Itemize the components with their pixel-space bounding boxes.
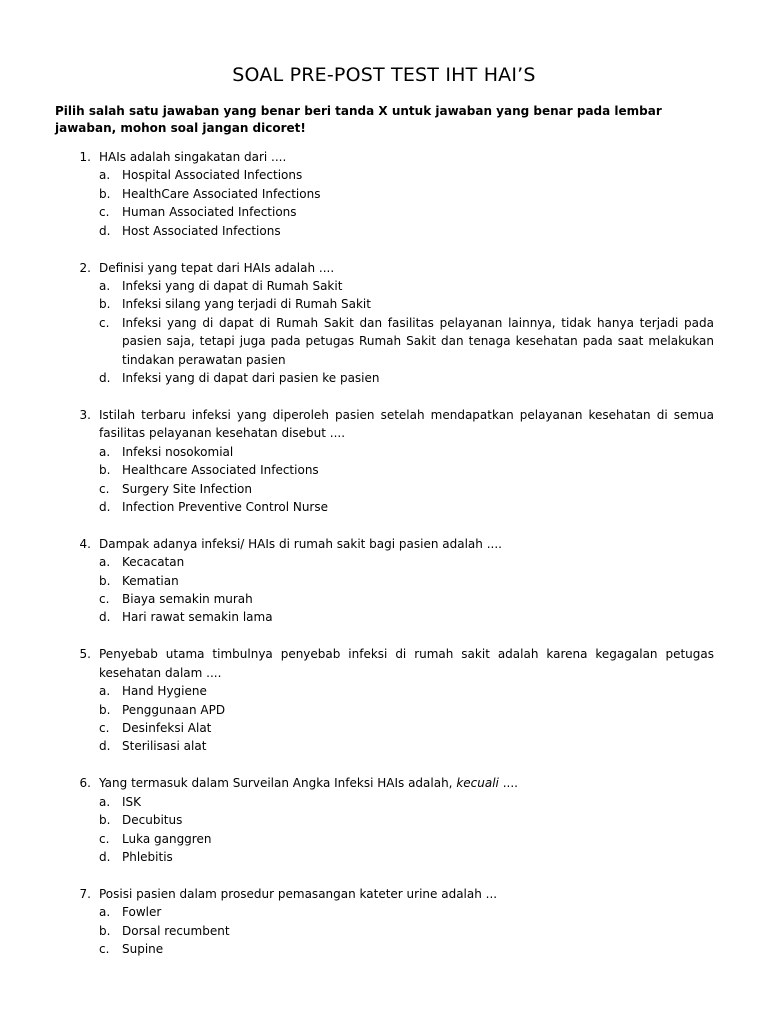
option-letter: d.: [99, 739, 111, 754]
question-number: 5.: [79, 647, 91, 662]
option-text: Surgery Site Infection: [122, 481, 252, 496]
answer-option: [0, 369, 768, 387]
option-text: Phlebitis: [122, 849, 173, 864]
answer-option: [0, 590, 768, 608]
question-text: Dampak adanya infeksi/ HAIs di rumah sakit bagi pasien adalah ....: [99, 536, 502, 551]
option-letter: a.: [99, 905, 111, 920]
option-letter: a.: [99, 444, 111, 459]
question-emphasis: kecuali: [456, 776, 499, 791]
answer-option: [0, 461, 768, 479]
option-text: Decubitus: [122, 813, 183, 828]
answer-option: [0, 443, 768, 461]
question-number: 4.: [79, 536, 91, 551]
option-letter: d.: [99, 499, 111, 514]
option-text: Hand Hygiene: [122, 684, 207, 699]
answer-option: [0, 498, 768, 516]
option-text: Hari rawat semakin lama: [122, 610, 273, 625]
option-text: Desinfeksi Alat: [122, 720, 212, 735]
answer-option: [0, 203, 768, 221]
option-text: Infeksi yang di dapat di Rumah Sakit dan fasilitas pelayanan lainnya, tidak hanya terjadi pada pasien saja, tetapi juga pada petugas Rumah Sakit dan tenaga kesehatan pada saat melakukan tindakan perawatan pasien: [122, 315, 714, 367]
option-letter: a.: [99, 684, 111, 699]
option-letter: c.: [99, 481, 110, 496]
answer-option: [0, 830, 768, 848]
option-text: Penggunaan APD: [122, 702, 226, 717]
answer-option: [0, 737, 768, 755]
option-text: Host Associated Infections: [122, 223, 281, 238]
option-text: Infeksi yang di dapat di Rumah Sakit: [122, 278, 343, 293]
answer-option: [0, 848, 768, 866]
question-item: [0, 535, 768, 627]
answer-option: [0, 185, 768, 203]
answer-option: [0, 682, 768, 700]
option-text: Dorsal recumbent: [122, 923, 230, 938]
option-text: Fowler: [122, 905, 162, 920]
option-letter: d.: [99, 849, 111, 864]
question-text-main: Yang termasuk dalam Surveilan Angka Infeksi HAIs adalah,: [99, 776, 457, 791]
question-text: Istilah terbaru infeksi yang diperoleh pasien setelah mendapatkan pelayanan kesehatan di semua fasilitas pelayanan kesehatan disebut ....: [99, 407, 714, 441]
option-text: Infeksi silang yang terjadi di Rumah Sakit: [122, 297, 371, 312]
option-letter: c.: [99, 205, 110, 220]
answer-option: [0, 940, 768, 958]
option-letter: d.: [99, 610, 111, 625]
answer-option: [0, 166, 768, 184]
question-list: [0, 148, 768, 977]
answer-option: [0, 222, 768, 240]
answer-option: [0, 719, 768, 737]
option-text: Sterilisasi alat: [122, 739, 207, 754]
option-text: ISK: [122, 794, 142, 809]
answer-option: [0, 277, 768, 295]
answer-option: [0, 572, 768, 590]
option-letter: b.: [99, 573, 111, 588]
option-letter: b.: [99, 297, 111, 312]
option-letter: a.: [99, 555, 111, 570]
answer-option: [0, 295, 768, 313]
question-item: [0, 259, 768, 388]
question-item: [0, 885, 768, 959]
option-letter: b.: [99, 813, 111, 828]
answer-option: [0, 922, 768, 940]
question-item: [0, 774, 768, 866]
answer-option: [0, 811, 768, 829]
answer-option: [0, 553, 768, 571]
option-letter: c.: [99, 831, 110, 846]
answer-option: [0, 793, 768, 811]
option-letter: b.: [99, 702, 111, 717]
question-item: [0, 148, 768, 240]
answer-option: [0, 314, 768, 369]
question-text: Penyebab utama timbulnya penyebab infeksi di rumah sakit adalah karena kegagalan petugas kesehatan dalam ....: [99, 647, 714, 680]
question-number: 1.: [79, 150, 91, 164]
answer-option: [0, 701, 768, 719]
answer-option: [0, 480, 768, 498]
question-number: 6.: [79, 776, 91, 791]
option-text: Infeksi yang di dapat dari pasien ke pasien: [122, 370, 380, 385]
question-text: HAIs adalah singakatan dari ....: [99, 150, 287, 164]
question-item: [0, 406, 768, 516]
page-title: SOAL PRE-POST TEST IHT HAI’S: [232, 64, 536, 86]
option-letter: a.: [99, 278, 111, 293]
option-text: Human Associated Infections: [122, 205, 297, 220]
option-letter: c.: [99, 592, 110, 607]
option-letter: b.: [99, 186, 111, 201]
question-text: Posisi pasien dalam prosedur pemasangan kateter urine adalah ...: [99, 886, 498, 901]
option-text: Hospital Associated Infections: [122, 168, 303, 183]
option-text: Infection Preventive Control Nurse: [122, 499, 328, 514]
question-text: Definisi yang tepat dari HAIs adalah ....: [99, 260, 335, 275]
option-text: Healthcare Associated Infections: [122, 463, 319, 478]
question-number: 7.: [79, 886, 91, 901]
option-text: Luka ganggren: [122, 831, 212, 846]
option-text: Supine: [122, 942, 164, 957]
answer-option: [0, 903, 768, 921]
option-letter: b.: [99, 923, 111, 938]
option-letter: c.: [99, 315, 110, 330]
option-letter: d.: [99, 223, 111, 238]
option-letter: d.: [99, 370, 111, 385]
option-letter: b.: [99, 463, 111, 478]
option-text: HealthCare Associated Infections: [122, 186, 321, 201]
option-text: Kematian: [122, 573, 179, 588]
option-letter: a.: [99, 168, 111, 183]
question-item: [0, 645, 768, 755]
answer-option: [0, 608, 768, 626]
option-text: Infeksi nosokomial: [122, 444, 234, 459]
question-text: [99, 774, 714, 792]
question-number: 3.: [79, 407, 91, 422]
question-text-tail: ....: [498, 776, 518, 791]
option-text: Kecacatan: [122, 555, 185, 570]
option-letter: c.: [99, 942, 110, 957]
instructions-text: Pilih salah satu jawaban yang benar beri tanda X untuk jawaban yang benar pada lembar jawaban, mohon soal jangan dicoret!: [55, 104, 662, 135]
question-number: 2.: [79, 260, 91, 275]
option-letter: a.: [99, 794, 111, 809]
option-text: Biaya semakin murah: [122, 592, 253, 607]
option-letter: c.: [99, 720, 110, 735]
